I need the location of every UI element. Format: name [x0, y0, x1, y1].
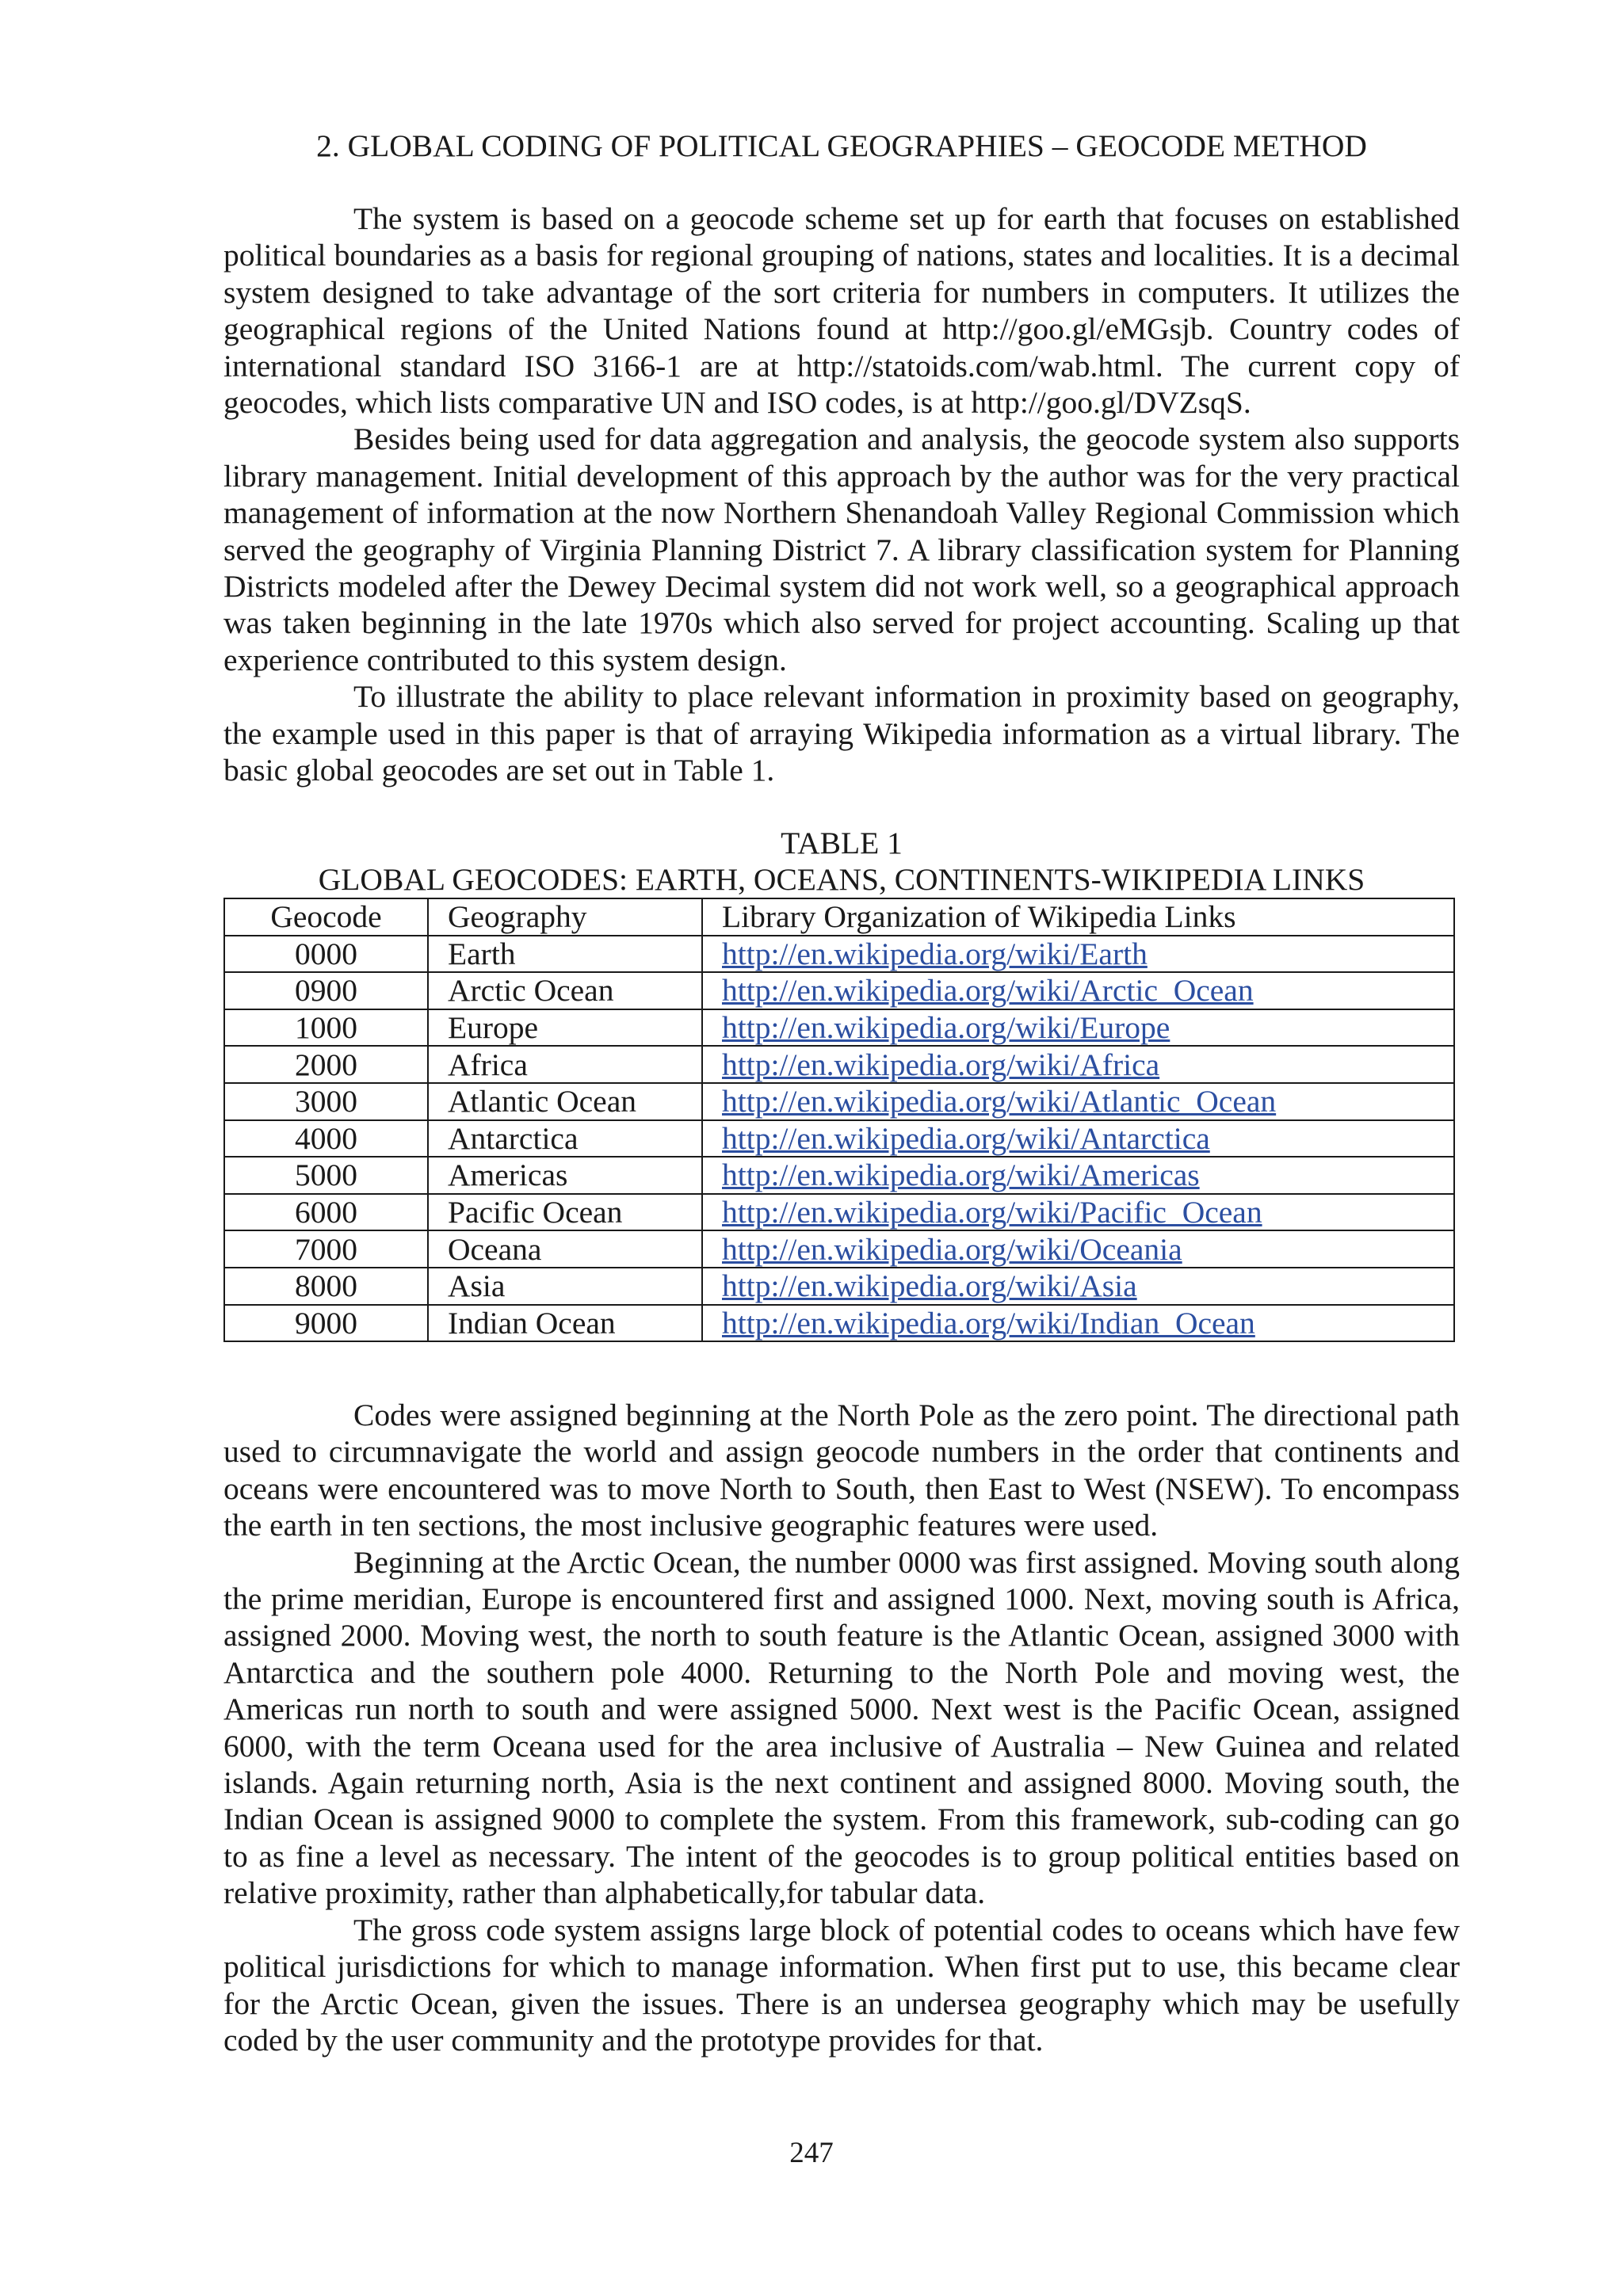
link-cell	[702, 1120, 1454, 1158]
table-row	[224, 936, 1454, 973]
geography-cell: Arctic Ocean	[428, 972, 702, 1009]
body-text-bottom	[223, 1397, 1460, 2058]
wikipedia-link[interactable]: http://en.wikipedia.org/wiki/Oceania	[722, 1231, 1182, 1267]
geocode-cell: 0900	[224, 972, 428, 1009]
wikipedia-link[interactable]: http://en.wikipedia.org/wiki/Antarctica	[722, 1120, 1210, 1156]
geocode-cell: 9000	[224, 1305, 428, 1342]
geocode-cell: 5000	[224, 1157, 428, 1194]
wikipedia-link[interactable]: http://en.wikipedia.org/wiki/Earth	[722, 936, 1148, 971]
column-header-geocode: Geocode	[224, 898, 428, 936]
link-cell	[702, 1046, 1454, 1083]
link-cell	[702, 1230, 1454, 1268]
geography-cell: Atlantic Ocean	[428, 1083, 702, 1120]
link-cell	[702, 1083, 1454, 1120]
table-row	[224, 1230, 1454, 1268]
geography-cell: Asia	[428, 1268, 702, 1305]
wikipedia-link[interactable]: http://en.wikipedia.org/wiki/Atlantic_Ocean	[722, 1084, 1277, 1119]
column-header-links: Library Organization of Wikipedia Links	[702, 898, 1454, 936]
geocode-cell: 4000	[224, 1120, 428, 1158]
table-row	[224, 1046, 1454, 1083]
table-label: TABLE 1	[781, 826, 903, 860]
paragraph: The system is based on a geocode scheme set up for earth that focuses on established political boundaries as a basis for regional grouping of nations, states and localities. It is a decimal system designed to take advantage of the sort criteria for numbers in computers. It utilizes the geographical regions of the United Nations found at http://goo.gl/eMGsjb. Country codes of international standard ISO 3166-1 are at http://statoids.com/wab.html. The current copy of geocodes, which lists comparative UN and ISO codes, is at http://goo.gl/DVZsqS.	[223, 201, 1460, 421]
paragraph: Besides being used for data aggregation and analysis, the geocode system also supports library management. Initial development of this approach by the author was for the very practical management of information at the now Northern Shenandoah Valley Regional Commission which served the geography of Virginia Planning District 7. A library classification system for Planning Districts modeled after the Dewey Decimal system did not work well, so a geographical approach was taken beginning in the late 1970s which also served for project accounting. Scaling up that experience contributed to this system design.	[223, 421, 1460, 677]
geography-cell: Africa	[428, 1046, 702, 1083]
table-row	[224, 1157, 1454, 1194]
column-header-geography: Geography	[428, 898, 702, 936]
link-cell	[702, 1194, 1454, 1231]
table-header-row	[224, 898, 1454, 936]
geography-cell: Europe	[428, 1009, 702, 1047]
geocode-table	[223, 898, 1455, 1342]
geocode-cell: 8000	[224, 1268, 428, 1305]
table-row	[224, 1009, 1454, 1047]
paragraph: The gross code system assigns large block of potential codes to oceans which have few political jurisdictions for which to manage information. When first put to use, this became clear for the Arctic Ocean, given the issues. There is an undersea geography which may be usefully coded by the user community and the prototype provides for that.	[223, 1912, 1460, 2058]
geocode-cell: 2000	[224, 1046, 428, 1083]
geocode-cell: 6000	[224, 1194, 428, 1231]
paragraph: Beginning at the Arctic Ocean, the number 0000 was first assigned. Moving south along the prime meridian, Europe is encountered first and assigned 1000. Next, moving south is Africa, assigned 2000. Moving west, the north to south feature is the Atlantic Ocean, assigned 3000 with Antarctica and the southern pole 4000. Returning to the North Pole and moving west, the Americas run north to south and were assigned 5000. Next west is the Pacific Ocean, assigned 6000, with the term Oceana used for the area inclusive of Australia – New Guinea and related islands. Again returning north, Asia is the next continent and assigned 8000. Moving south, the Indian Ocean is assigned 9000 to complete the system. From this framework, sub-coding can go to as fine a level as necessary. The intent of the geocodes is to group political entities based on relative proximity, rather than alphabetically,for tabular data.	[223, 1544, 1460, 1911]
link-cell	[702, 1009, 1454, 1047]
link-cell	[702, 1268, 1454, 1305]
table-title: GLOBAL GEOCODES: EARTH, OCEANS, CONTINENTS-WIKIPEDIA LINKS	[318, 862, 1365, 897]
table-row	[224, 1083, 1454, 1120]
geocode-cell: 7000	[224, 1230, 428, 1268]
table-row	[224, 1120, 1454, 1158]
table-row	[224, 1305, 1454, 1342]
link-cell	[702, 1305, 1454, 1342]
link-cell	[702, 936, 1454, 973]
wikipedia-link[interactable]: http://en.wikipedia.org/wiki/Arctic_Ocean	[722, 973, 1254, 1009]
paragraph: Codes were assigned beginning at the North Pole as the zero point. The directional path used to circumnavigate the world and assign geocode numbers in the order that continents and oceans were encountered was to move North to South, then East to West (NSEW). To encompass the earth in ten sections, the most inclusive geographic features were used.	[223, 1398, 1460, 1543]
wikipedia-link[interactable]: http://en.wikipedia.org/wiki/Pacific_Ocean	[722, 1195, 1262, 1230]
wikipedia-link[interactable]: http://en.wikipedia.org/wiki/Asia	[722, 1268, 1137, 1304]
wikipedia-link[interactable]: http://en.wikipedia.org/wiki/Americas	[722, 1158, 1200, 1193]
geography-cell: Oceana	[428, 1230, 702, 1268]
geocode-cell: 1000	[224, 1009, 428, 1047]
link-cell	[702, 972, 1454, 1009]
page-number: 247	[789, 2137, 834, 2169]
geography-cell: Pacific Ocean	[428, 1194, 702, 1231]
wikipedia-link[interactable]: http://en.wikipedia.org/wiki/Indian_Ocean	[722, 1305, 1255, 1341]
geography-cell: Earth	[428, 936, 702, 973]
link-cell	[702, 1157, 1454, 1194]
body-text-top	[223, 200, 1460, 789]
section-heading: 2. GLOBAL CODING OF POLITICAL GEOGRAPHIES – GEOCODE METHOD	[316, 128, 1367, 163]
wikipedia-link[interactable]: http://en.wikipedia.org/wiki/Europe	[722, 1010, 1170, 1046]
table-row	[224, 1268, 1454, 1305]
table-row	[224, 972, 1454, 1009]
geography-cell: Indian Ocean	[428, 1305, 702, 1342]
geocode-cell: 3000	[224, 1083, 428, 1120]
geography-cell: Antarctica	[428, 1120, 702, 1158]
paragraph: To illustrate the ability to place relevant information in proximity based on geography, the example used in this paper is that of arraying Wikipedia information as a virtual library. The basic global geocodes are set out in Table 1.	[223, 679, 1460, 788]
wikipedia-link[interactable]: http://en.wikipedia.org/wiki/Africa	[722, 1047, 1160, 1082]
geography-cell: Americas	[428, 1157, 702, 1194]
geocode-cell: 0000	[224, 936, 428, 973]
table-row	[224, 1194, 1454, 1231]
